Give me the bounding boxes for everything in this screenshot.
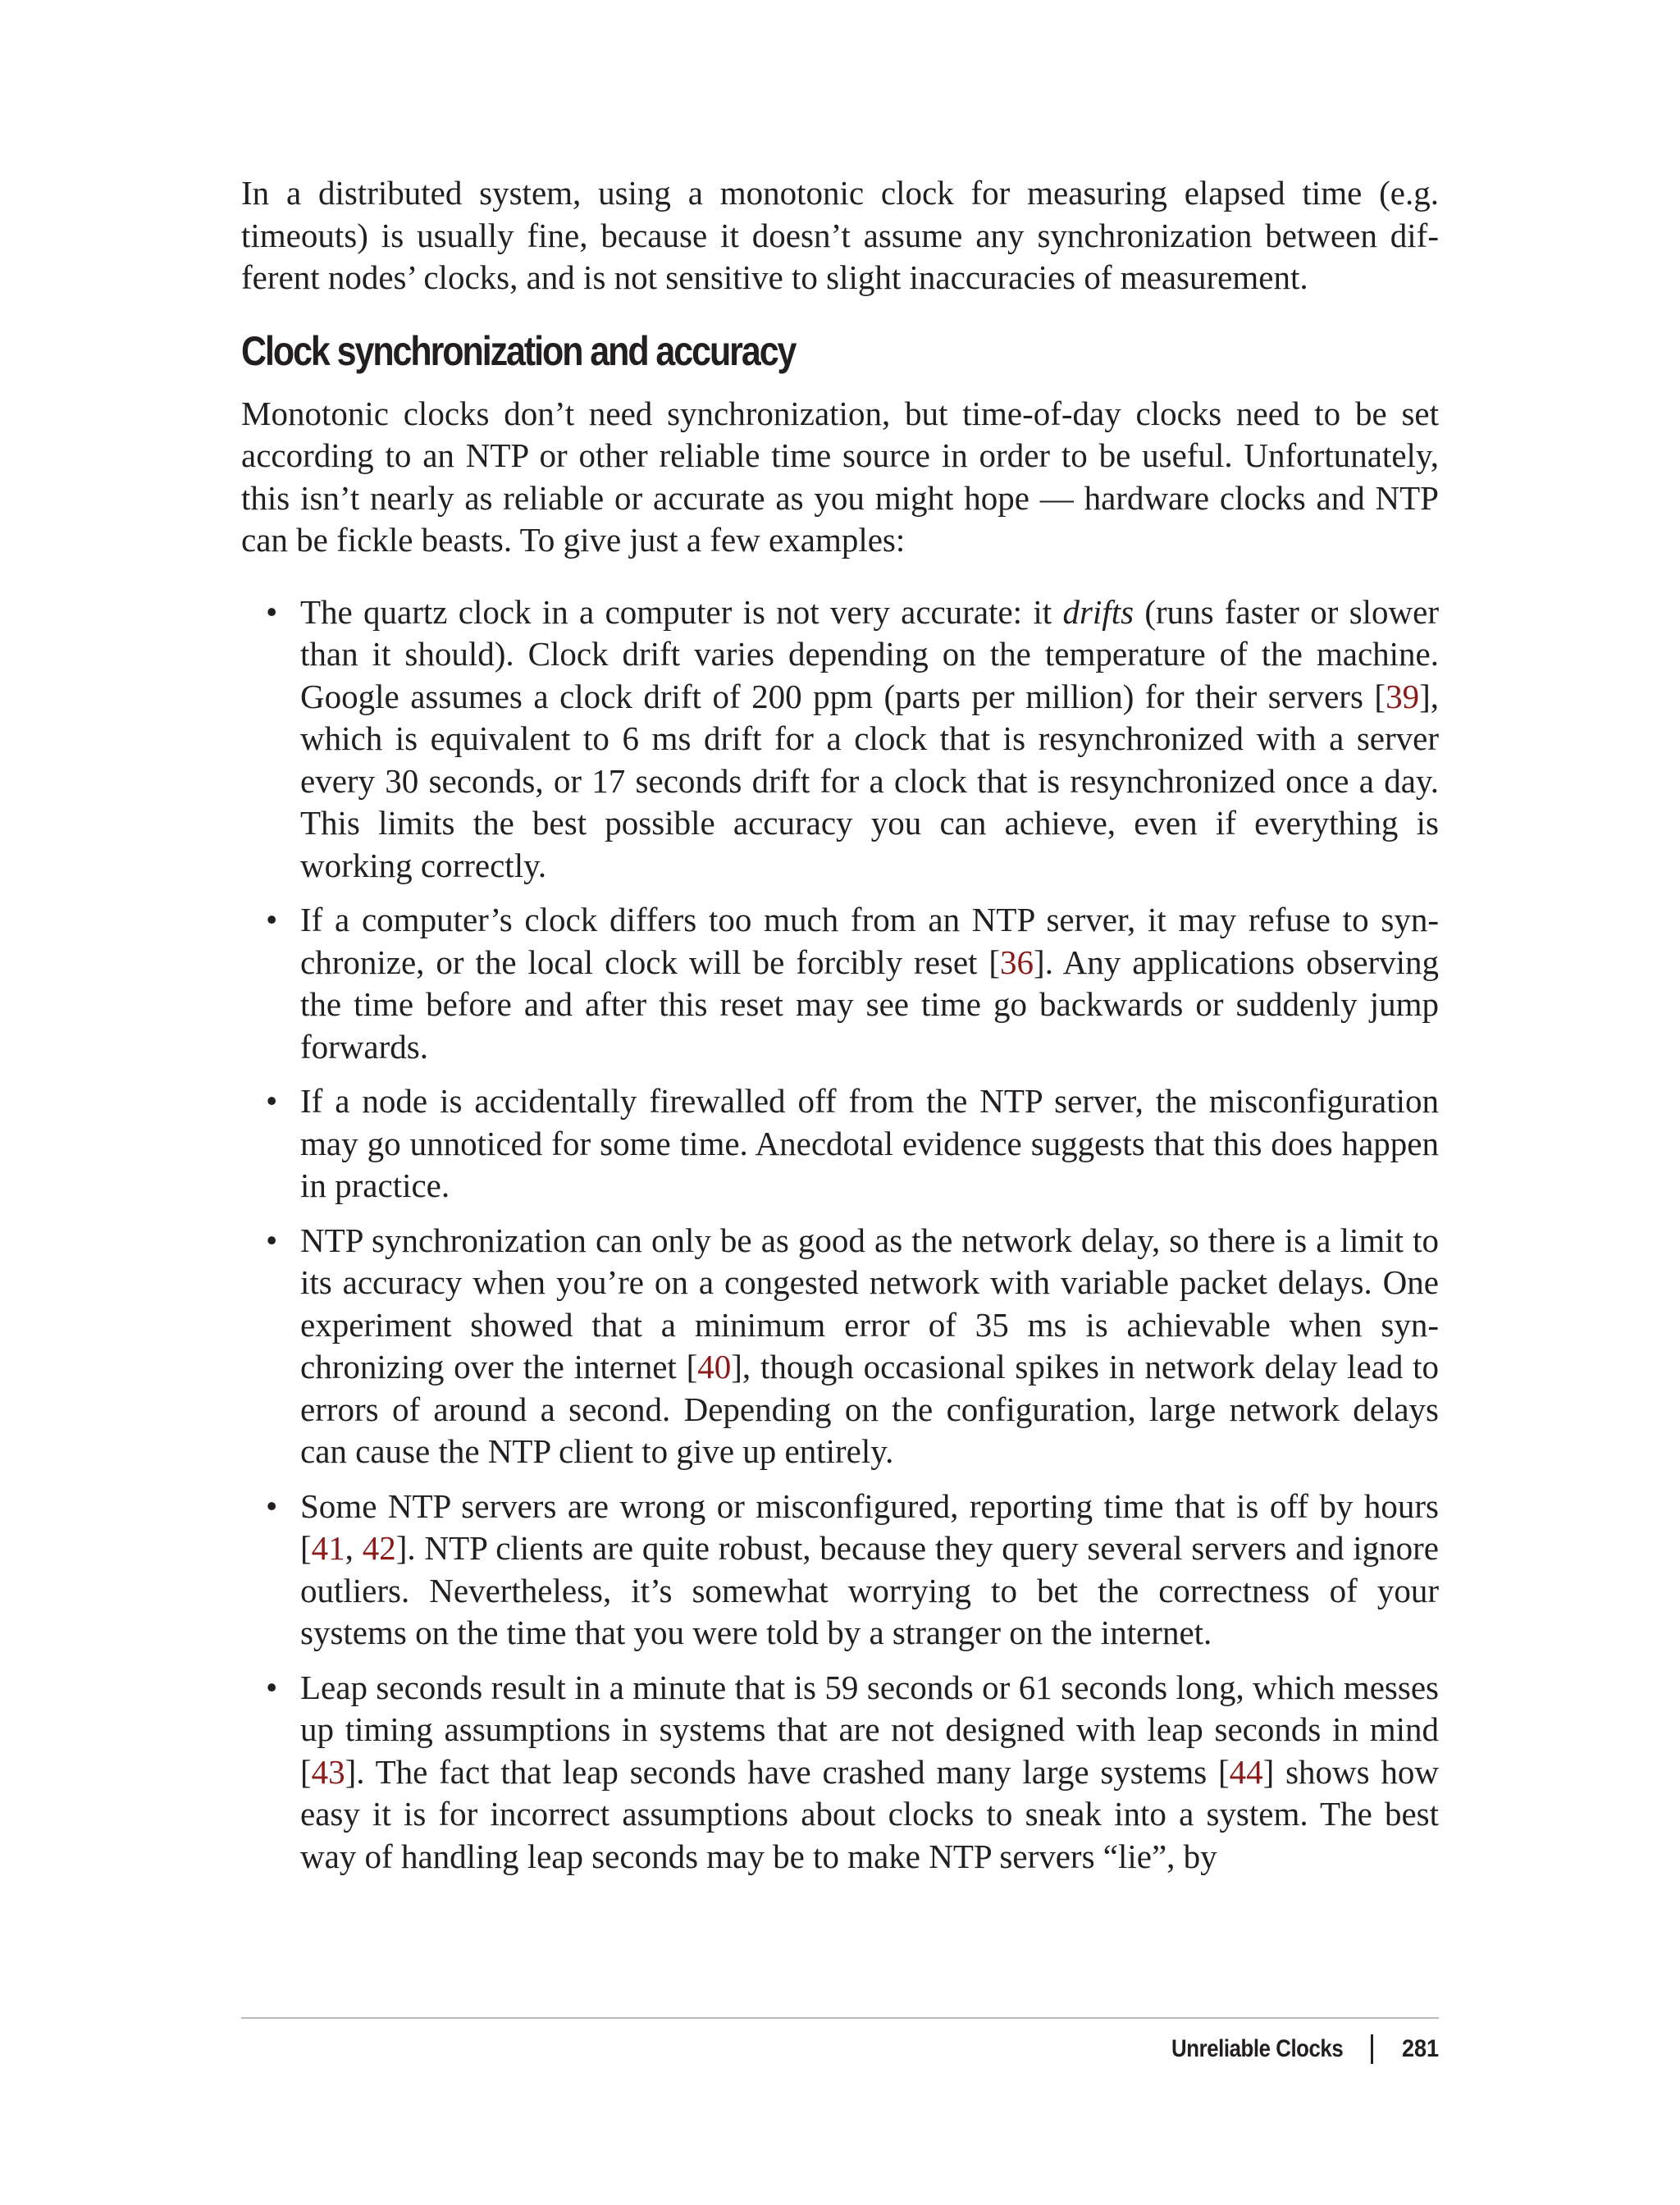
citation-link[interactable]: 43 [311, 1752, 345, 1791]
list-item-forcible-reset [241, 899, 1439, 1068]
page-footer [1144, 2031, 1439, 2067]
section-paragraph: Monotonic clocks don’t need synchronization, but time-of-day clocks need to be set according to an NTP or other reliable time source in order to be useful. Unfortunately, this isn’t nearly as reliable or accurate as you might hope — hardware clocks and NTP can be fickle beasts. To give just a few examples: [241, 394, 1439, 559]
bullet-icon: • [266, 1486, 278, 1525]
list-item-leap-seconds [241, 1667, 1439, 1879]
list-item-text [300, 1667, 1439, 1879]
text-run: (runs faster or slower than it should). Clock drift varies depending on the temperature of the machine. Google assumes a clock drift of 200 ppm (parts per million) for their servers [ [300, 592, 1440, 715]
bullet-icon: • [266, 592, 278, 631]
footer-page-number: 281 [1401, 2035, 1439, 2062]
text-run: ] shows how easy it is for incorrect assumptions about clocks to sneak into a system. The best way of handling leap seconds may be to make NTP servers “lie”, by [300, 1752, 1439, 1875]
text-run: NTP synchronization can only be as good as the network delay, so there is a limit to its accuracy when you’re on a congested network with variable packet delays. One experiment showed that a minimum error of 35 ms is achievable when synchronizing over the internet [ [300, 1221, 1439, 1386]
bullet-icon: • [266, 1082, 278, 1120]
text-run: If a node is accidentally firewalled off from the NTP server, the misconfiguration may go unnoticed for some time. Anecdotal evidence suggests that this does happen in practice. [300, 1082, 1439, 1204]
list-item-firewalled-node [241, 1080, 1439, 1208]
list-item-clock-drift [241, 591, 1439, 888]
intro-paragraph: In a distributed system, using a monotonic clock for measuring elapsed time (e.g. timeouts) is usually fine, because it doesn’t assume any synchronization between different nodes’ clocks, and is not sensitive to slight inaccuracies of measurement. [241, 174, 1439, 296]
footer-chapter-title: Unreliable Clocks [1171, 2035, 1343, 2062]
citation-link[interactable]: 41 [311, 1529, 345, 1567]
list-item-text [300, 591, 1439, 888]
citation-link[interactable]: 44 [1229, 1752, 1263, 1791]
citation-link[interactable]: 39 [1386, 677, 1420, 715]
footer-divider [241, 2017, 1439, 2019]
text-run: ]. NTP clients are quite robust, because they query several servers and ignore outliers. Nevertheless, it’s somewhat worrying to bet the correctness of your systems on the time that you were told by a stranger on the internet. [300, 1529, 1440, 1651]
footer-separator [1371, 2034, 1373, 2064]
text-run: If a computer’s clock differs too much from an NTP server, it may refuse to synchronize, or the local clock will be forcibly reset [ [300, 901, 1439, 981]
emphasis-term: drifts [1062, 592, 1134, 631]
list-item-text [300, 1080, 1439, 1208]
section-heading: Clock synchronization and accuracy [241, 327, 796, 374]
list-item-text [300, 899, 1439, 1068]
text-run: The quartz clock in a computer is not very accurate: it [300, 592, 1063, 631]
citation-link[interactable]: 40 [697, 1348, 732, 1386]
bullet-icon: • [266, 1668, 278, 1706]
text-run: Some NTP servers are wrong or misconfigured, reporting time that is off by hours [ [300, 1486, 1439, 1567]
text-run: ]. The fact that leap seconds have crashed many large systems [ [345, 1752, 1230, 1791]
text-run: ], though occasional spikes in network delay lead to errors of around a second. Depending on the configuration, large network delays can cause the NTP client to give up entirely. [300, 1348, 1440, 1470]
citation-link[interactable]: 42 [362, 1529, 396, 1567]
page-content [241, 172, 1439, 1890]
examples-list [241, 591, 1439, 1879]
citation-link[interactable]: 36 [1000, 943, 1034, 981]
bullet-icon: • [266, 901, 278, 938]
text-run: , [345, 1529, 363, 1567]
list-item-misconfigured-servers [241, 1486, 1439, 1655]
bullet-icon: • [266, 1221, 278, 1259]
text-run: ]. Any applications observing the time before and after this reset may see time go backwards or suddenly jump forwards. [300, 943, 1439, 1066]
list-item-text [300, 1486, 1439, 1655]
text-run: Leap seconds result in a minute that is 59 seconds or 61 seconds long, which messes up timing assumptions in systems that are not designed with leap seconds in mind [ [300, 1668, 1439, 1791]
text-run: ], which is equivalent to 6 ms drift for a clock that is resynchronized with a server every 30 seconds, or 17 seconds drift for a clock that is resynchronized once a day. This limits the best possible accuracy you can achieve, even if everything is working correctly. [300, 677, 1439, 884]
list-item-network-delay [241, 1220, 1439, 1473]
list-item-text [300, 1220, 1439, 1473]
